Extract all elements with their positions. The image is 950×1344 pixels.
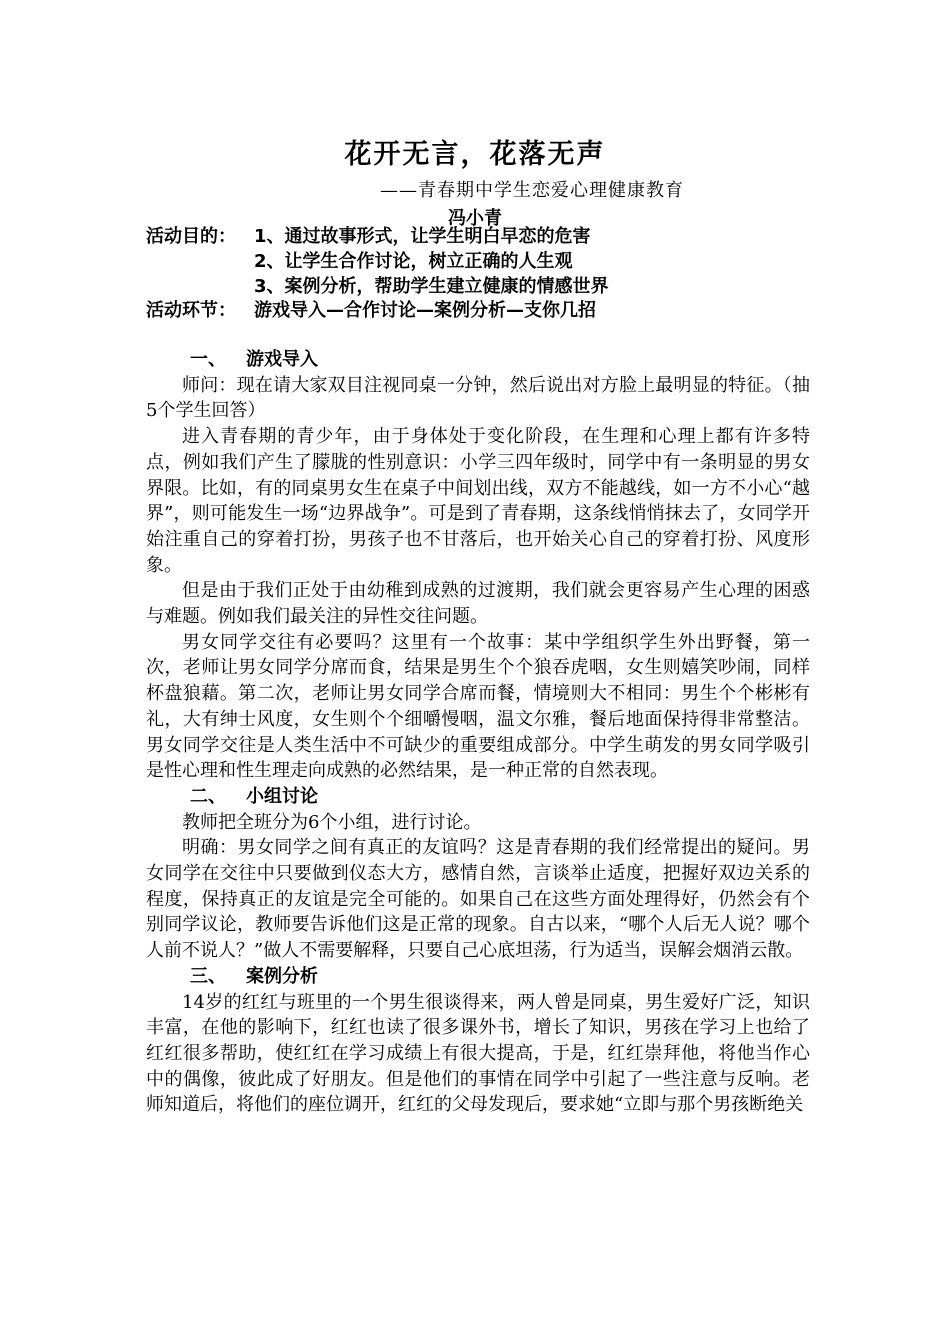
objectives-line-2 bbox=[146, 250, 826, 274]
steps-text: 游戏导入—合作讨论—案例分析—支你几招 bbox=[254, 300, 596, 321]
objectives-label: 活动目的： bbox=[146, 226, 236, 247]
paragraph: 教师把全班分为6个小组，进行讨论。 bbox=[182, 811, 482, 833]
document-body bbox=[146, 347, 810, 1118]
objective-item: 2、让学生合作讨论，树立正确的人生观 bbox=[254, 251, 573, 272]
author-name: 冯小青 bbox=[448, 208, 502, 229]
paragraph: 进入青春期的青少年，由于身体处于变化阶段，在生理和心理上都有许多特点，例如我们产生了朦胧的性别意识：小学三四年级时，同学中有一条明显的男女界限。比如，有的同桌男女生在桌子中间划出线，双方不能越线，如一方不小心“越界”，则可能发生一场“边界战争”。可是到了青春期，这条线悄悄抹去了，女同学开始注重自己的穿着打扮，男孩子也不甘落后，也开始关心自己的穿着打扮、风度形象。 bbox=[146, 426, 810, 576]
paragraph: 14岁的红红与班里的一个男生很谈得来，两人曾是同桌，男生爱好广泛，知识丰富，在他的影响下，红红也读了很多课外书，增长了知识，男孩在学习上也给了红红很多帮助，使红红在学习成绩上有很大提高，于是，红红崇拜他，将他当作心中的偶像，彼此成了好朋友。但是他们的事情在同学中引起了一些注意与反响。老师知道后，将他们的座位调开，红红的父母发现后，要求她“立即与那个男孩断绝关 bbox=[146, 991, 810, 1116]
document-subtitle: ——青春期中学生恋爱心理健康教育 bbox=[380, 180, 684, 201]
section-heading: 三、 案例分析 bbox=[190, 965, 318, 987]
objective-item: 3、案例分析，帮助学生建立健康的情感世界 bbox=[254, 276, 609, 297]
objectives-line-1 bbox=[146, 225, 826, 249]
objectives-line-3 bbox=[146, 275, 826, 299]
section-heading: 一、 游戏导入 bbox=[190, 349, 318, 370]
objective-item: 1、通过故事形式，让学生明白早恋的危害 bbox=[254, 226, 591, 247]
paragraph: 但是由于我们正处于由幼稚到成熟的过渡期，我们就会更容易产生心理的困惑与难题。例如我们最关注的异性交往问题。 bbox=[146, 580, 810, 628]
document-title: 花开无言，花落无声 bbox=[344, 139, 606, 170]
section-heading: 二、 小组讨论 bbox=[190, 785, 318, 807]
paragraph: 男女同学交往有必要吗？这里有一个故事：某中学组织学生外出野餐，第一次，老师让男女同学分席而食，结果是男生个个狼吞虎咽，女生则嬉笑吵闹，同样杯盘狼藉。第二次，老师让男女同学合席而餐，情境则大不相同：男生个个彬彬有礼，大有绅士风度，女生则个个细嚼慢咽，温文尔雅，餐后地面保持得非常整洁。男女同学交往是人类生活中不可缺少的重要组成部分。中学生萌发的男女同学吸引是性心理和性生理走向成熟的必然结果，是一种正常的自然表现。 bbox=[146, 631, 810, 782]
steps-label: 活动环节： bbox=[146, 300, 236, 321]
paragraph: 明确：男女同学之间有真正的友谊吗？这是青春期的我们经常提出的疑问。男女同学在交往中只要做到仪态大方，感情自然，言谈举止适度，把握好双边关系的程度，保持真正的友谊是完全可能的。如果自己在这些方面处理得好，仍然会有个别同学议论，教师要告诉他们这是正常的现象。自古以来，“哪个人后无人说？哪个人前不说人？”做人不需要解释，只要自己心底坦荡，行为适当，误解会烟消云散。 bbox=[146, 837, 810, 962]
steps-line bbox=[146, 299, 826, 323]
paragraph: 师问：现在请大家双目注视同桌一分钟，然后说出对方脸上最明显的特征。（抽5个学生回答） bbox=[146, 374, 810, 422]
